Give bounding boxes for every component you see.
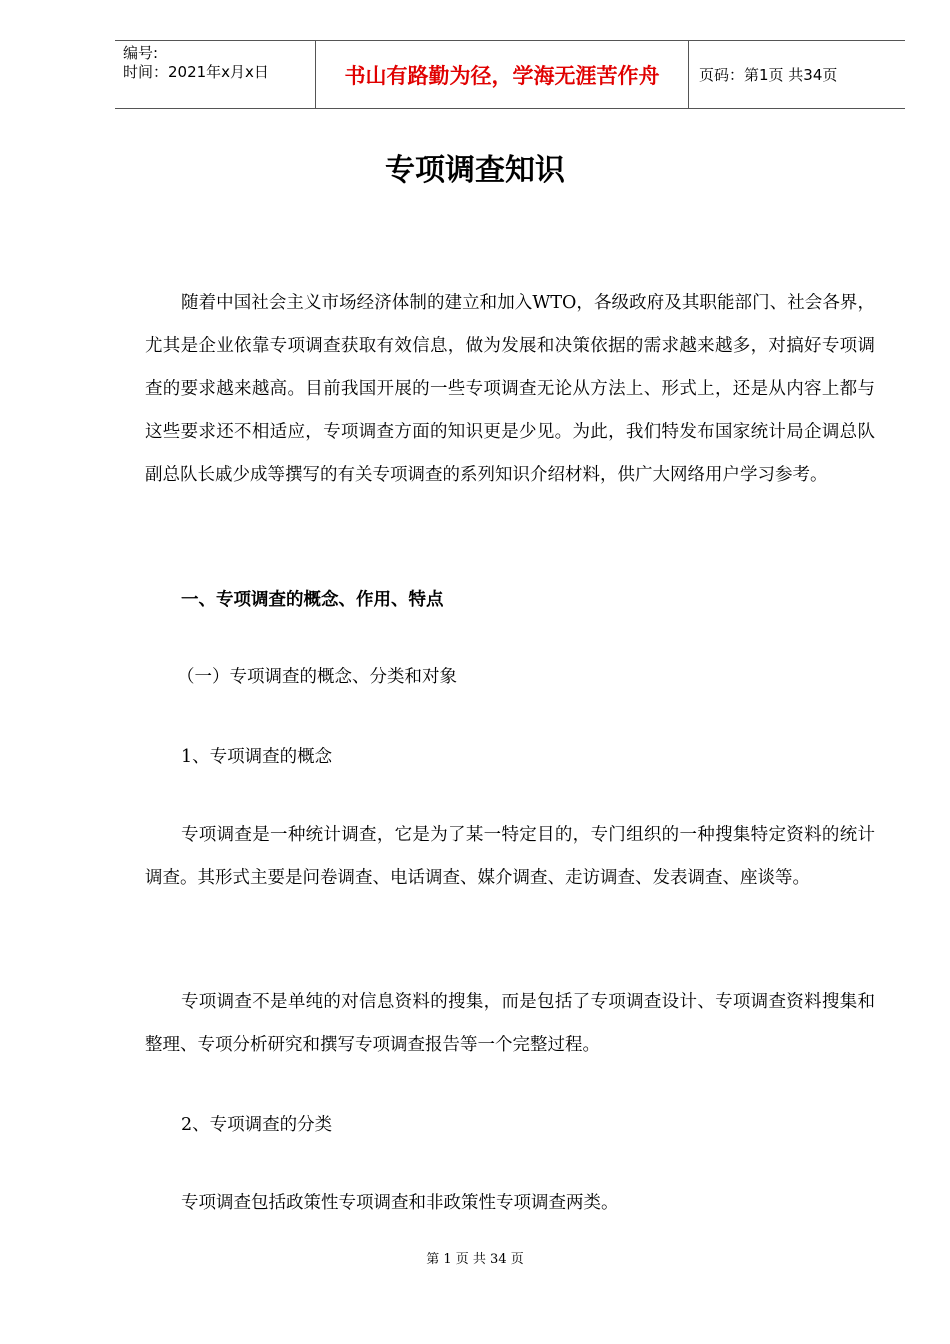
paragraph-process: 专项调查不是单纯的对信息资料的搜集，而是包括了专项调查设计、专项调查资料搜集和整理、专项分析研究和撰写专项调查报告等一个完整过程。 bbox=[145, 992, 875, 1055]
header-table bbox=[115, 40, 905, 109]
section-heading-1: 一、专项调查的概念、作用、特点 bbox=[181, 590, 444, 610]
intro-paragraph: 随着中国社会主义市场经济体制的建立和加入WTO，各级政府及其职能部门、社会各界，尤其是企业依靠专项调查获取有效信息，做为发展和决策依据的需求越来越多，对搞好专项调查的要求越来越高。目前我国开展的一些专项调查无论从方法上、形式上，还是从内容上都与这些要求还不相适应，专项调查方面的知识更是少见。为此，我们特发布国家统计局企调总队副总队长戚少成等撰写的有关专项调查的系列知识介绍材料，供广大网络用户学习参考。 bbox=[145, 293, 875, 485]
paragraph-concept: 专项调查是一种统计调查，它是为了某一特定目的，专门组织的一种搜集特定资料的统计调查。其形式主要是问卷调查、电话调查、媒介调查、走访调查、发表调查、座谈等。 bbox=[145, 825, 875, 888]
header-meta-cell bbox=[115, 41, 316, 108]
header-date-label: 时间：2021年x月x日 bbox=[123, 63, 269, 81]
page-footer: 第 1 页 共 34 页 bbox=[426, 1252, 524, 1267]
document-title: 专项调查知识 bbox=[385, 153, 565, 188]
header-motto: 书山有路勤为径，学海无涯苦作舟 bbox=[344, 63, 660, 88]
header-page-cell bbox=[689, 41, 905, 108]
item-heading-2: 2、专项调查的分类 bbox=[181, 1115, 333, 1135]
header-page-info: 页码：第1页 共34页 bbox=[699, 66, 838, 84]
header-number-label: 编号: bbox=[123, 44, 159, 62]
header-motto-cell bbox=[316, 41, 689, 108]
paragraph-classification: 专项调查包括政策性专项调查和非政策性专项调查两类。 bbox=[181, 1193, 619, 1213]
item-heading-1: 1、专项调查的概念 bbox=[181, 747, 333, 767]
subsection-heading-1: （一）专项调查的概念、分类和对象 bbox=[177, 667, 457, 687]
